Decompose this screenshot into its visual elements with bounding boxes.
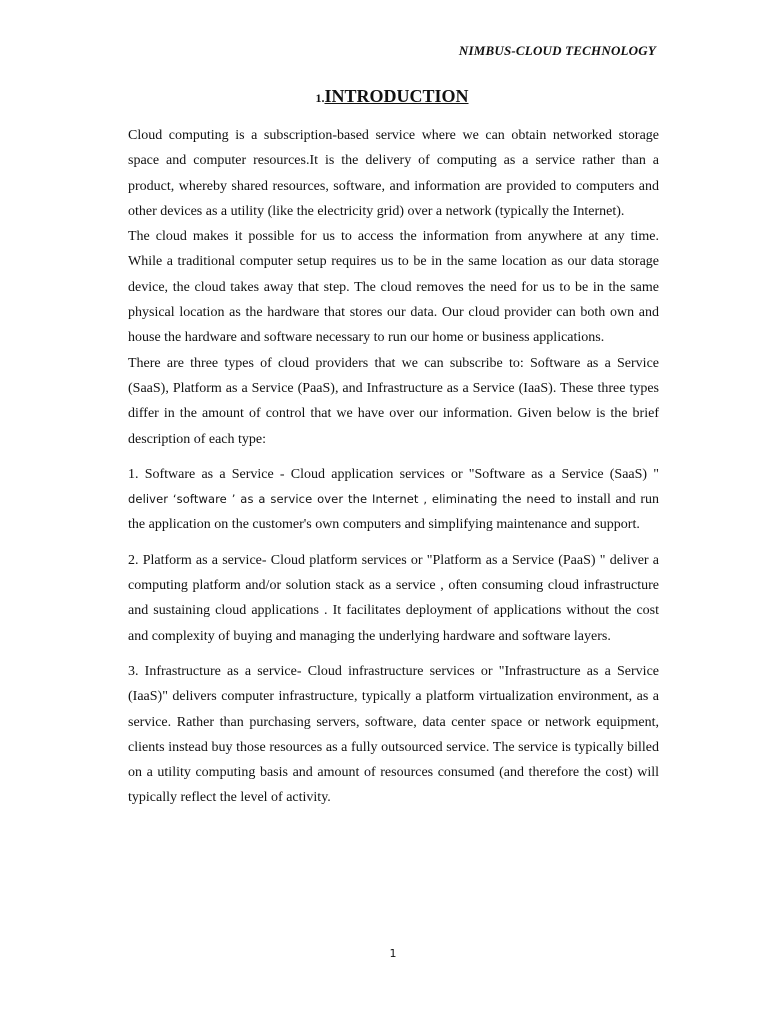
saas-text-middle: deliver ‘software ’ as a service over the Internet , eliminating the need to	[128, 492, 573, 507]
paragraph-definition: Cloud computing is a subscription-based service where we can obtain networked storage space and computer resources.It is the delivery of computing as a service rather than a product, whereby shared resources, software, and information are provided to computers and other devices as a utility (like the electricity grid) over a network (typically the Internet).	[128, 128, 659, 219]
section-title-text: INTRODUCTION	[324, 86, 469, 106]
paragraph-provider-types: There are three types of cloud providers that we can subscribe to: Software as a Service (SaaS), Platform as a Service (PaaS), and Infrastructure as a Service (IaaS). These three types differ in the amount of control that we have over our information. Given below is the brief description of each type:	[128, 355, 659, 447]
paragraph-iaas: 3. Infrastructure as a service- Cloud infrastructure services or "Infrastructure as a Service (IaaS)" delivers computer infrastructure, typically a platform virtualization environment, as a service. Rather than purchasing servers, software, data center space or network equipment, clients instead buy those resources as a fully outsourced service. The service is typically billed on a utility computing basis and amount of resources consumed (and therefore the cost) will typically reflect the level of activity.	[128, 663, 659, 806]
saas-text-end: install and run the application on the customer's own computers and simplifying maintenance and support.	[128, 492, 659, 533]
section-title	[0, 86, 768, 107]
saas-text-start: 1. Software as a Service - Cloud application services or "Software as a Service (SaaS) "	[128, 466, 659, 482]
section-number: 1.	[315, 91, 325, 105]
paragraph-cloud-access: The cloud makes it possible for us to access the information from anywhere at any time. While a traditional computer setup requires us to be in the same location as our data storage device, the cloud takes away that step. The cloud removes the need for us to be in the same physical location as the hardware that stores our data. Our cloud provider can both own and house the hardware and software necessary to run our home or business applications.	[128, 229, 659, 346]
body-text	[128, 123, 659, 811]
running-header: NIMBUS-CLOUD TECHNOLOGY	[458, 43, 656, 58]
paragraph-saas	[128, 462, 659, 538]
page-number: 1	[389, 947, 397, 960]
paragraph-paas: 2. Platform as a service- Cloud platform services or "Platform as a Service (PaaS) " deliver a computing platform and/or solution stack as a service , often consuming cloud infrastructure and sustaining cloud applications . It facilitates deployment of applications without the cost and complexity of buying and managing the underlying hardware and software layers.	[128, 552, 659, 644]
